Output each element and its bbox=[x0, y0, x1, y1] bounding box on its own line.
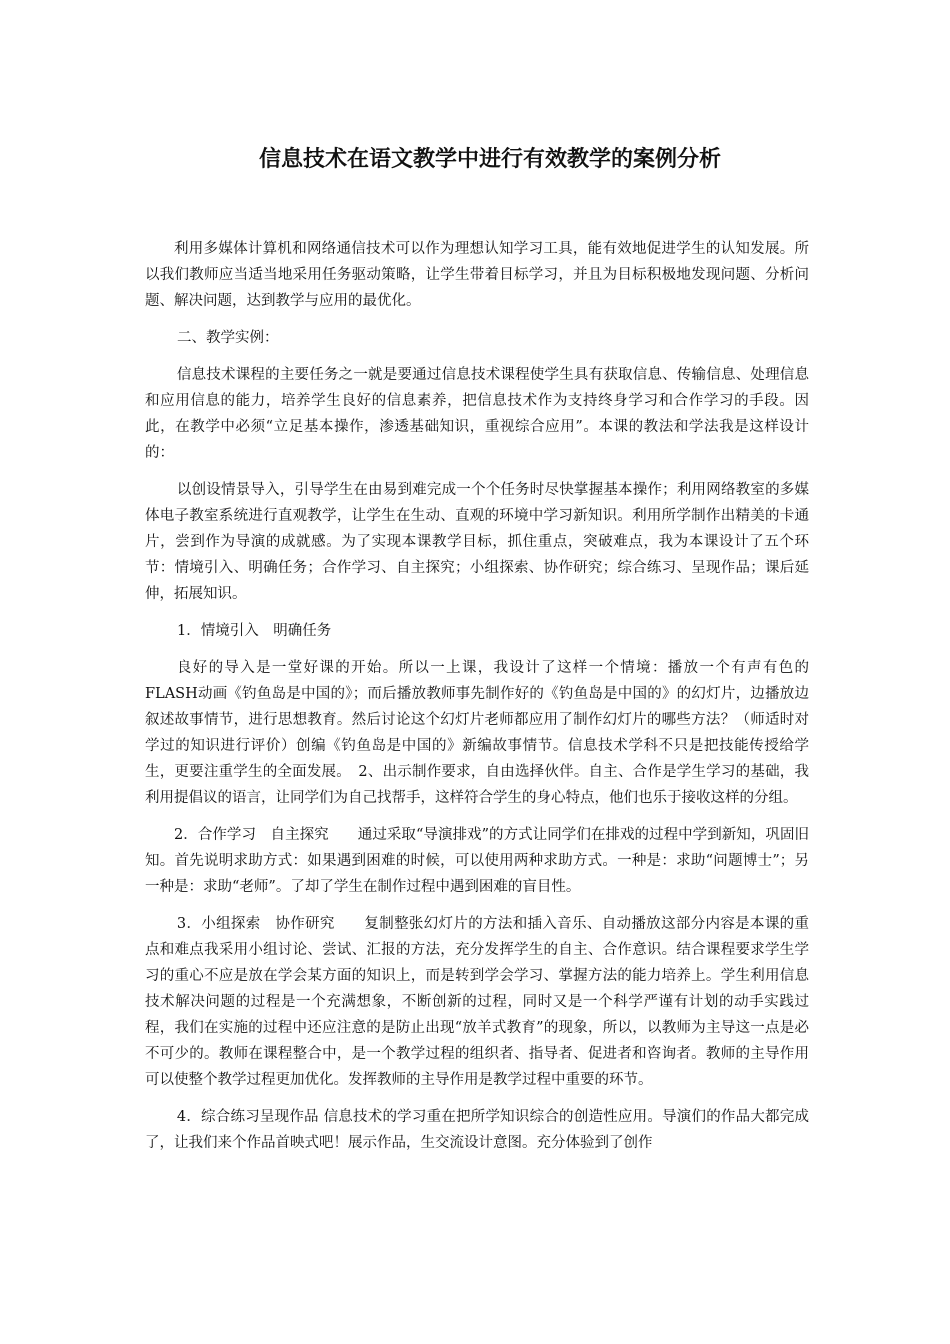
document-title: 信息技术在语文教学中进行有效教学的案例分析 bbox=[258, 147, 721, 172]
paragraph-step-3: 3．小组探索 协作研究 复制整张幻灯片的方法和插入音乐、自动播放这部分内容是本课的重点和难点我采用小组讨论、尝试、汇报的方法，充分发挥学生的自主、合作意识。结合课程要求学生学习的重心不应是放在学会某方面的知识上，而是转到学会学习、掌握方法的能力培养上。学生利用信息技术解决问题的过程是一个充满想象，不断创新的过程，同时又是一个科学严谨有计划的动手实践过程，我们在实施的过程中还应注意的是防止出现“放羊式教育”的现象，所以，以教师为主导这一点是必不可少的。教师在课程整合中，是一个教学过程的组织者、指导者、促进者和咨询者。教师的主导作用可以使整个教学过程更加优化。发挥教师的主导作用是教学过程中重要的环节。 bbox=[145, 916, 809, 1088]
section-heading-teaching-example: 二、教学实例： bbox=[177, 330, 279, 346]
paragraph-step-1: 良好的导入是一堂好课的开始。所以一上课，我设计了这样一个情境：播放一个有声有色的FLASH动画《钓鱼岛是中国的》；而后播放教师事先制作好的《钓鱼岛是中国的》的幻灯片，边播放边叙述故事情节，进行思想教育。然后讨论这个幻灯片老师都应用了制作幻灯片的哪些方法？（师适时对学过的知识进行评价）创编《钓鱼岛是中国的》新编故事情节。信息技术学科不只是把技能传授给学生，更要注重学生的全面发展。 2、出示制作要求，自由选择伙伴。自主、合作是学生学习的基础，我利用提倡议的语言，让同学们为自己找帮手，这样符合学生的身心特点，他们也乐于接收这样的分组。 bbox=[145, 660, 809, 806]
paragraph-method: 以创设情景导入，引导学生在由易到难完成一个个任务时尽快掌握基本操作；利用网络教室的多媒体电子教室系统进行直观教学，让学生在生动、直观的环境中学习新知识。利用所学制作出精美的卡通片，尝到作为导演的成就感。为了实现本课教学目标，抓住重点，突破难点，我为本课设计了五个环节：情境引入、明确任务；合作学习、自主探究；小组探索、协作研究；综合练习、呈现作品；课后延伸，拓展知识。 bbox=[145, 482, 809, 602]
section-heading-step-1: 1．情境引入 明确任务 bbox=[177, 623, 332, 639]
paragraph-intro: 利用多媒体计算机和网络通信技术可以作为理想认知学习工具，能有效地促进学生的认知发展。所以我们教师应当适当地采用任务驱动策略，让学生带着目标学习，并且为目标积极地发现问题、分析问题、解决问题，达到教学与应用的最优化。 bbox=[145, 241, 809, 309]
paragraph-course-task: 信息技术课程的主要任务之一就是要通过信息技术课程使学生具有获取信息、传输信息、处理信息和应用信息的能力，培养学生良好的信息素养，把信息技术作为支持终身学习和合作学习的手段。因此，在教学中必须“立足基本操作，渗透基础知识，重视综合应用”。本课的教法和学法我是这样设计的： bbox=[145, 367, 809, 461]
document-body bbox=[145, 236, 809, 1167]
paragraph-step-2: 2．合作学习 自主探究 通过采取“导演排戏”的方式让同学们在排戏的过程中学到新知，巩固旧知。首先说明求助方式：如果遇到困难的时候，可以使用两种求助方式。一种是：求助“问题博士”；另一种是：求助“老师”。了却了学生在制作过程中遇到困难的盲目性。 bbox=[145, 827, 809, 895]
paragraph-step-4: 4．综合练习呈现作品 信息技术的学习重在把所学知识综合的创造性应用。导演们的作品大都完成了，让我们来个作品首映式吧！展示作品，生交流设计意图。充分体验到了创作 bbox=[145, 1109, 809, 1151]
